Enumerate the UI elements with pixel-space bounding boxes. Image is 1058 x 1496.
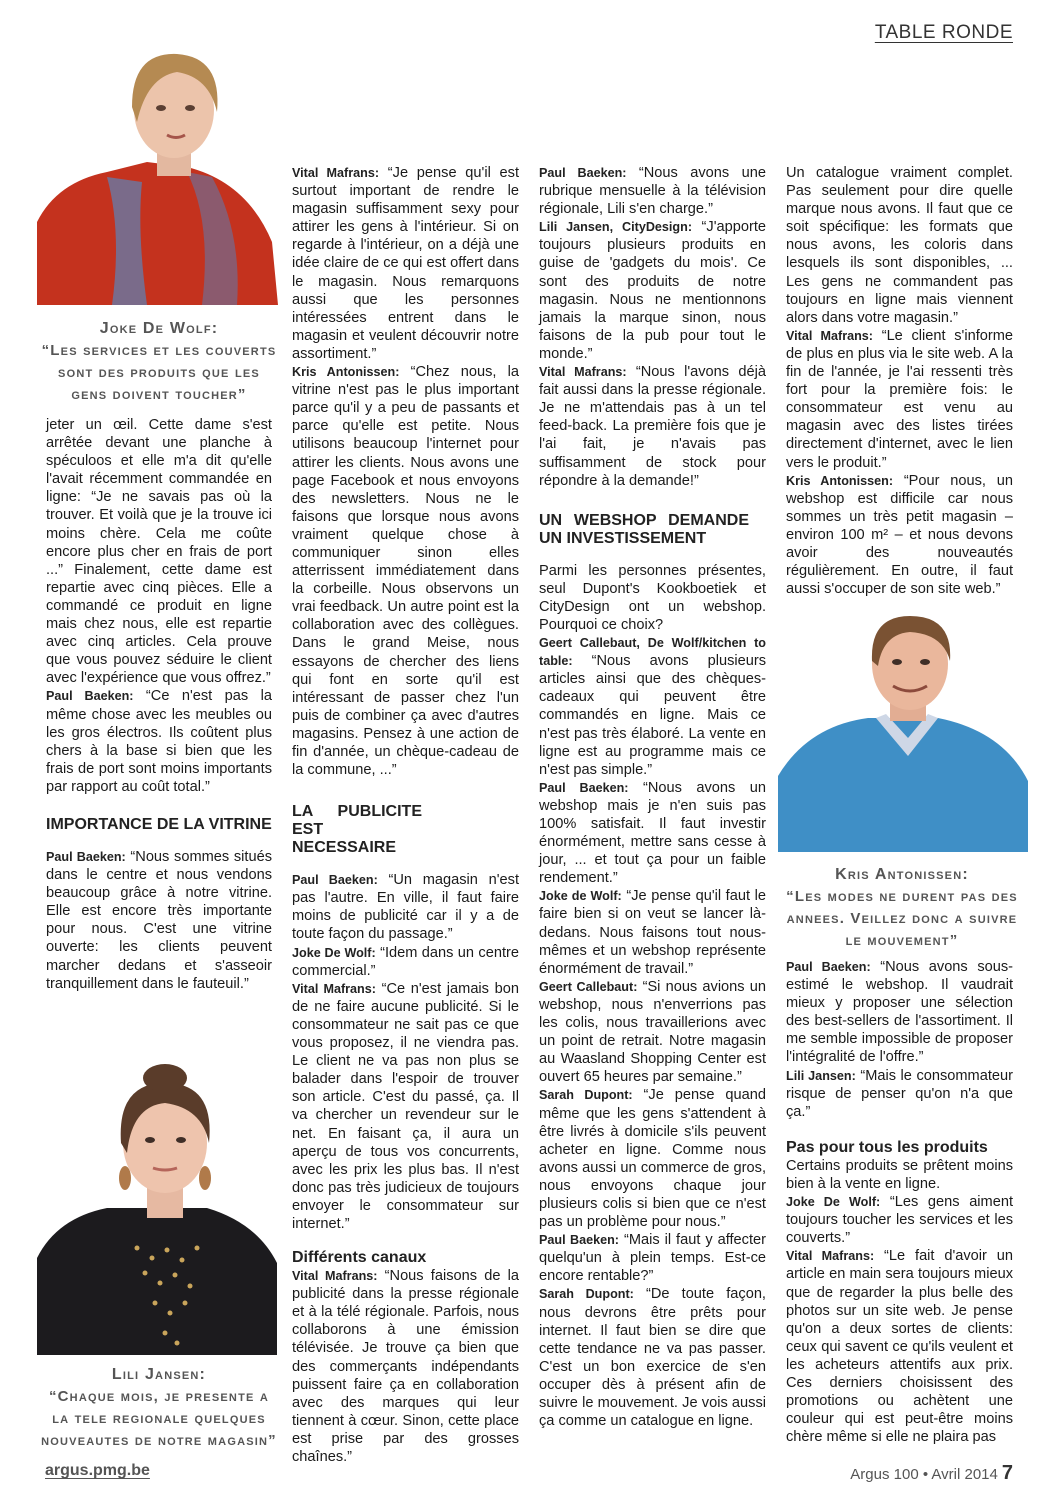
paragraph: “Nous avons sous-estimé le webshop. Il vaudrait mieux y proposer une sélection des best-sellers de l'assortiment. Il me semble impossible de proposer l'intégralité de l'offre.” bbox=[786, 959, 1014, 1066]
speaker-name: Lili Jansen, CityDesign: bbox=[539, 220, 693, 235]
speaker-name: Vital Mafrans: bbox=[786, 1249, 875, 1264]
site-link[interactable]: argus.pmg.be bbox=[45, 1462, 150, 1479]
speaker-name: Sarah Dupont: bbox=[539, 1287, 634, 1302]
paragraph: “Un magasin n'est pas l'autre. En ville, il faut faire moins de publicité car il y a de toute façon du passage.” bbox=[292, 872, 519, 943]
issue-label: Argus 100 • Avril 2014 bbox=[850, 1466, 998, 1483]
paragraph: “J'apporte toujours plusieurs produits en guise de 'gadgets du mois'. Ce sont des produits de notre magasin. Nous ne mentionnons jamais la marque sinon, nous faisons de la pub pour tout le monde.” bbox=[539, 219, 766, 362]
page-number: 7 bbox=[1001, 1462, 1013, 1484]
column-1 bbox=[46, 416, 272, 993]
speaker-name: Paul Baeken: bbox=[786, 960, 871, 974]
speaker-name: Paul Baeken: bbox=[292, 873, 378, 888]
paragraph: “Nous faisons de la publicité dans la presse régionale et à la télé régionale. Parfois, nous collaborons à une émission télévisée. Je trouve ça bien que des commerçants indépendants puissent faire ça en collaboration avec des marques qui leur tiennent à cœur. Sinon, cette place est prise par des grosses chaînes.” bbox=[292, 1268, 519, 1465]
section-heading: Pas pour tous les produits bbox=[786, 1138, 988, 1156]
paragraph: Parmi les personnes présentes, seul Dupont's Kookboetiek et CityDesign ont un webshop. Pourquoi ce choix? bbox=[539, 562, 766, 633]
section-label: TABLE RONDE bbox=[874, 22, 1013, 43]
paragraph: “De toute façon, nous devrons être prêts pour internet. Il faut bien se dire que cette tendance ne va pas passer. C'est un bon exercice de s'en occuper dès à présent afin de suivre le mouvement. Je vois aussi ça comme un catalogue en ligne. bbox=[539, 1286, 766, 1430]
paragraph: “Je pense qu'il faut le faire bien si on veut se lancer là-dedans. Nous faisons tout nous-mêmes et un webshop représente énormément de travail.” bbox=[539, 888, 766, 977]
speaker-name: Geert Callebaut, De Wolf/kitchen to table: bbox=[539, 636, 766, 669]
speaker-name: Vital Mafrans: bbox=[539, 365, 627, 380]
speaker-name: Vital Mafrans: bbox=[786, 328, 873, 343]
section-heading: UN WEBSHOP DEMANDE UN INVESTISSEMENT bbox=[539, 511, 749, 547]
column-3 bbox=[539, 164, 766, 1430]
speaker-name: Paul Baeken: bbox=[539, 780, 629, 795]
paragraph: Certains produits se prêtent moins bien à la vente en ligne. bbox=[786, 1157, 1013, 1192]
speaker-name: Vital Mafrans: bbox=[292, 1269, 378, 1284]
paragraph: “Mais il faut y affecter quelqu'un à plein temps. Est-ce encore rentable?” bbox=[539, 1232, 767, 1285]
speaker-name: Vital Mafrans: bbox=[292, 981, 376, 996]
paragraph: “Ce n'est jamais bon de ne faire aucune publicité. Si le consommateur ne sait pas ce que vous proposez, il ne viendra pas. Le client ne va pas non plus se balader dans l'espoir de trouver son article. C'est du passé, ça. Il va chercher un revendeur sur le net. En faisant ça, il aura un aperçu de tous vos concurrents, avec les prix les plus bas. Il n'est donc pas très judicieux de toujours envoyer le consommateur sur internet.” bbox=[292, 980, 519, 1232]
photo-joke-de-wolf bbox=[37, 32, 278, 305]
column-2 bbox=[292, 164, 519, 1466]
speaker-name: Joke de Wolf: bbox=[539, 889, 622, 904]
caption-joke-de-wolf bbox=[40, 318, 278, 406]
paragraph: “Idem dans un centre commercial.” bbox=[292, 944, 519, 979]
paragraph: “Les gens aiment toujours toucher les services et les couverts.” bbox=[786, 1194, 1013, 1247]
speaker-name: Paul Baeken: bbox=[46, 689, 134, 704]
speaker-name: Kris Antonissen: bbox=[292, 365, 400, 380]
paragraph: “Mais le consommateur risque de penser qu'on n'a que ça.” bbox=[786, 1067, 1013, 1120]
caption-quote: “Les services et les couverts sont des produits que les gens doivent toucher” bbox=[41, 342, 277, 403]
column-4-bottom bbox=[786, 958, 1013, 1446]
paragraph: “Nous avons une rubrique mensuelle à la télévision régionale, Lili s'en charge.” bbox=[539, 165, 766, 218]
paragraph: “Nous avons un webshop mais je n'en suis pas 100% satisfait. Il faut investir énormément, mettre sans cesse à jour, ... et tout ça pour un faible rendement.” bbox=[539, 779, 766, 887]
speaker-name: Sarah Dupont: bbox=[539, 1088, 633, 1103]
paragraph: “Nous l'avons déjà fait aussi dans la presse régionale. Je ne m'attendais pas à un tel feed-back. La première fois que je l'ai fait, je n'avais pas suffisamment de stock pour répondre à la demande!” bbox=[539, 364, 766, 489]
caption-name: Kris Antonissen: bbox=[835, 866, 969, 883]
section-heading: LA PUBLICITE EST NECESSAIRE bbox=[292, 803, 422, 857]
speaker-name: Joke De Wolf: bbox=[292, 945, 376, 960]
paragraph: “Si nous avions un webshop, nous n'enverrions pas les colis, nous travaillerions avec un point de retrait. Notre magasin au Waasland Shopping Center est ouvert 65 heures par semaine.” bbox=[539, 978, 766, 1086]
caption-name: Joke De Wolf: bbox=[99, 320, 219, 337]
paragraph: “Ce n'est pas la même chose avec les meubles ou les gros électros. Ils coûtent plus chers à la base si bien que les frais de port sont moins importants par rapport au coût total.” bbox=[46, 688, 272, 795]
photo-lili-jansen bbox=[37, 1058, 277, 1355]
paragraph: “Nous avons plusieurs articles ainsi que des chèques-cadeaux qui peuvent être commandés en ligne. Mais ce n'est pas très élaboré. La vente en ligne est au programme mais ce n'est pas simple.” bbox=[539, 653, 766, 778]
photo-kris-antonissen bbox=[778, 606, 1028, 852]
speaker-name: Lili Jansen: bbox=[786, 1068, 856, 1083]
speaker-name: Joke De Wolf: bbox=[786, 1195, 881, 1210]
paragraph: “Pour nous, un webshop est difficile car nous sommes un très petit magasin – environ 100 m² – et nous devons avoir des nouveautés régulièrement. En outre, il faut aussi s'occuper de son site web.” bbox=[786, 472, 1013, 598]
paragraph: jeter un œil. Cette dame s'est arrêtée devant une planche à spéculoos et elle m'a dit qu'elle l'avait récemment commandée en ligne: “Je ne savais pas où la trouver. Et voilà que je la trouve ici moins chère. Cela me coûte encore plus cher en frais de port ...” Finalement, cette dame est repartie avec cinq pièces. Elle a commandé ce produit en ligne mais chez nous, elle est repartie avec cinq articles. Cela prouve que vous pouvez séduire le client avec l'expérience que vous offrez.” bbox=[46, 417, 272, 687]
caption-quote: “Les modes ne durent pas des annees. Veillez donc a suivre le mouvement” bbox=[786, 888, 1018, 949]
paragraph: “Le client s'informe de plus en plus via le site web. A la fin de l'année, je l'ai ressenti très fort pour la première fois: le consommateur est venu au magasin avec des listes tirées directement d'internet, avec le lien vers le produit.” bbox=[786, 327, 1013, 471]
paragraph: “Chez nous, la vitrine n'est pas le plus important parce qu'il y a peu de passants et parce qu'elle est petite. Nous utilisons beaucoup l'internet pour attirer les clients. Nous avons une page Facebook et nous envoyons des newsletters. Nous ne le faisons que lorsque nous avons vraiment quelque chose à communiquer sinon elles atterrissent immédiatement dans la corbeille. Nous observons un vrai feedback. Un autre point est la collaboration avec des collègues. Dans le grand Meise, nous essayons de chercher des liens qui font en sorte qu'il est intéressant de passer chez l'un puis de combiner ça avec d'autres magasins. Pensez à une action de fin d'année, un chèque-cadeau de la commune, ...” bbox=[292, 364, 519, 779]
speaker-name: Kris Antonissen: bbox=[786, 473, 894, 488]
section-heading: Différents canaux bbox=[292, 1249, 427, 1267]
speaker-name: Paul Baeken: bbox=[46, 849, 126, 864]
caption-quote: “Chaque mois, je presente a la tele regionale quelques nouveautes de notre magasin” bbox=[41, 1388, 277, 1449]
paragraph: “Le fait d'avoir un article en main sera toujours mieux que de regarder la plus belle des photos sur un site web. Je pense qu'on a deux sortes de clients: ceux qui savent ce qu'ils veulent et les acheteurs attentifs aux prix. Ces derniers choisissent des promotions ou achètent une couleur qui est peut-être moins chère même si elle ne plaira pas bbox=[786, 1248, 1013, 1446]
paragraph: Un catalogue vraiment complet. Pas seulement pour dire quelle marque nous avons. Il faut que ce soit spécifique: les formats que nous avons, les coloris dans lesquels ils sont disponibles, ... Les gens ne commandent pas toujours en ligne mais viennent alors dans votre magasin.” bbox=[786, 165, 1013, 326]
speaker-name: Paul Baeken: bbox=[539, 166, 627, 180]
caption-lili-jansen bbox=[40, 1364, 278, 1452]
section-heading: IMPORTANCE DE LA VITRINE bbox=[46, 815, 272, 833]
column-4-top bbox=[786, 164, 1013, 598]
paragraph: “Je pense quand même que les gens s'attendent à être livrés à domicile s'ils peuvent acheter en ligne. Comme nous avons aussi un commerce de gros, nous envoyons chaque jour plusieurs colis si bien que ce n'est pas un problème pour nous.” bbox=[539, 1087, 766, 1231]
caption-kris-antonissen bbox=[782, 864, 1022, 952]
speaker-name: Vital Mafrans: bbox=[292, 166, 380, 180]
paragraph: “Nous sommes situés dans le centre et nous vendons beaucoup grâce à notre vitrine. Elle est encore très importante pour nous. C'est une vitrine ouverte: les clients peuvent marcher dedans et s'asseoir tranquillement dans le fauteuil.” bbox=[46, 848, 272, 992]
speaker-name: Geert Callebaut: bbox=[539, 979, 638, 994]
caption-name: Lili Jansen: bbox=[111, 1366, 207, 1383]
issue-info bbox=[850, 1462, 1013, 1485]
paragraph: “Je pense qu'il est surtout important de rendre le magasin suffisamment sexy pour attirer les gens à l'intérieur. Si on regarde à l'intérieur, on a déjà une idée claire de ce qui est offert dans le magasin. Nous remarquons aussi que les personnes intéressées entrent dans le magasin et veulent découvrir notre assortiment.” bbox=[292, 165, 520, 362]
speaker-name: Paul Baeken: bbox=[539, 1233, 619, 1248]
